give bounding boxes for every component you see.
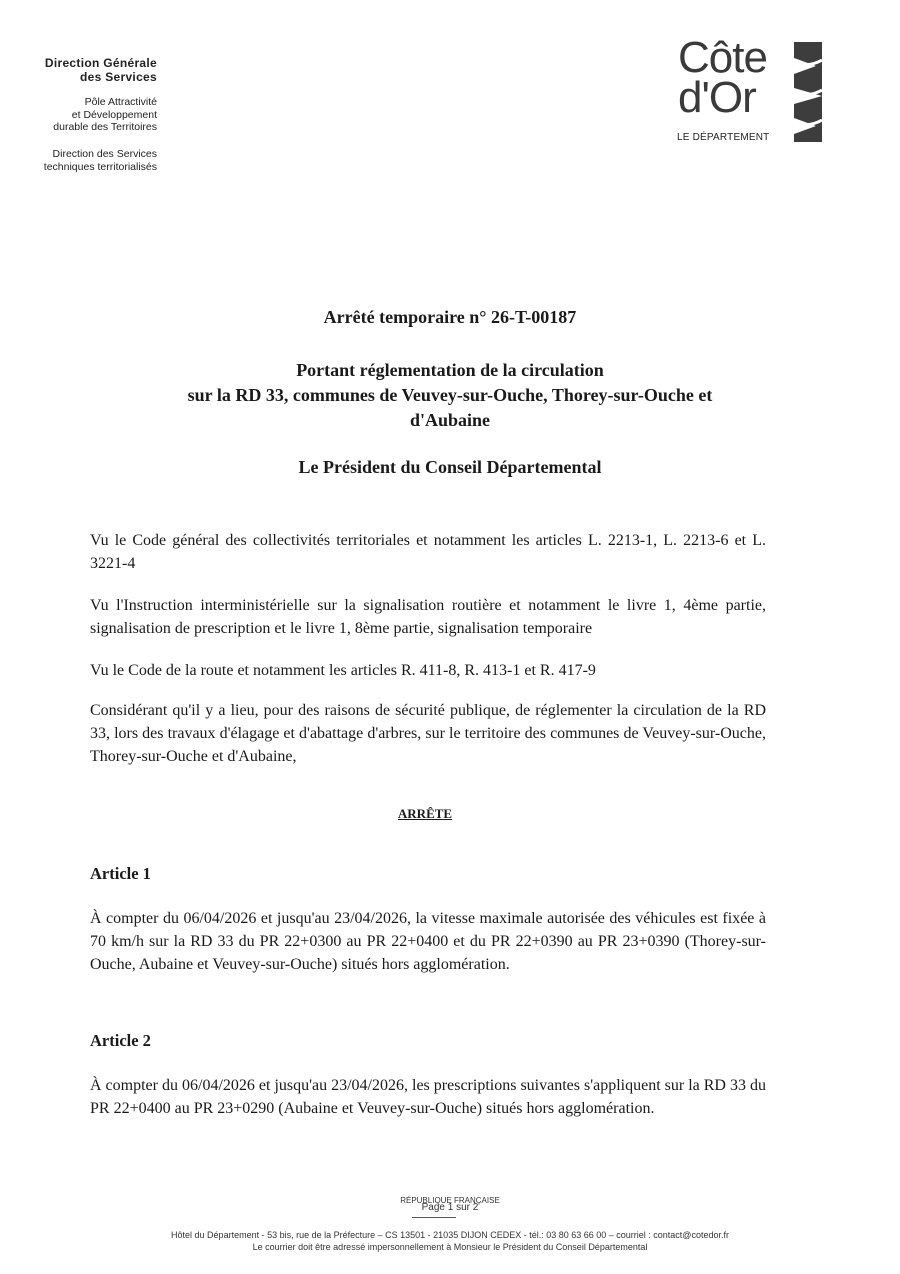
article-text: À compter du 06/04/2026 et jusqu'au 23/04/2026, la vitesse maximale autorisée des véhicules est fixée à 70 km/h sur la RD 33 du PR 22+0300 au PR 22+0400 et du PR 22+0390 au PR 23+0390 (Thorey-sur-Ouche, Aubaine et Veuvey-sur-Ouche) situés hors agglomération. bbox=[90, 910, 766, 973]
header-direction-services bbox=[20, 148, 157, 173]
authority-title: Le Président du Conseil Départemental bbox=[298, 457, 602, 477]
subject-line: Portant réglementation de la circulation bbox=[296, 360, 604, 380]
footer-address: Hôtel du Département - 53 bis, rue de la Préfecture – CS 13501 - 21035 DIJON CEDEX - tél.: 03 80 63 66 00 – courriel : contact@cotedor.fr bbox=[171, 1230, 729, 1240]
arrete-number: Arrêté temporaire n° 26-T-00187 bbox=[323, 307, 577, 327]
article-text: À compter du 06/04/2026 et jusqu'au 23/04/2026, les prescriptions suivantes s'appliquent sur la RD 33 du PR 22+0400 au PR 23+0290 (Aubaine et Veuvey-sur-Ouche) situés hors agglomération. bbox=[90, 1077, 766, 1117]
header-pole bbox=[20, 96, 157, 134]
header-line: et Développement bbox=[71, 108, 157, 121]
logo-mark-icon bbox=[794, 42, 822, 142]
consideration-paragraph: Considérant qu'il y a lieu, pour des raisons de sécurité publique, de réglementer la circulation de la RD 33, lors des travaux d'élagage et d'abattage d'arbres, sur le territoire des communes de Veuvey-sur-Ouche, Thorey-sur-Ouche et d'Aubaine, bbox=[90, 702, 766, 765]
arrete-heading: ARRÊTE bbox=[397, 806, 453, 821]
footer-republique: RÉPUBLIQUE FRANÇAISE bbox=[400, 1196, 500, 1205]
header-line: des Services bbox=[80, 70, 157, 84]
article-heading: Article 2 bbox=[90, 1031, 151, 1050]
header-line: Direction des Services bbox=[52, 148, 157, 160]
header-line: durable des Territoires bbox=[53, 121, 157, 133]
consideration-paragraph: Vu l'Instruction interministérielle sur la signalisation routière et notamment le livre 1, 4ème partie, signalisation de prescription et le livre 1, 8ème partie, signalisation temporaire bbox=[90, 597, 766, 637]
header-line: Direction Générale bbox=[44, 56, 157, 70]
header-direction-generale bbox=[20, 56, 157, 84]
subject-line: d'Aubaine bbox=[409, 410, 491, 430]
header-line: Pôle Attractivité bbox=[84, 96, 157, 108]
article-heading: Article 1 bbox=[90, 864, 151, 883]
footer-divider bbox=[412, 1217, 456, 1218]
cote-dor-logo bbox=[670, 33, 840, 148]
consideration-paragraph: Vu le Code de la route et notamment les articles R. 411-8, R. 413-1 et R. 417-9 bbox=[90, 662, 596, 679]
footer-page-number: Page 1 sur 2 bbox=[421, 1202, 479, 1213]
footer-notice: Le courrier doit être adressé impersonnellement à Monsieur le Président du Conseil Départemental bbox=[252, 1242, 648, 1252]
subject-line: sur la RD 33, communes de Veuvey-sur-Ouche, Thorey-sur-Ouche et bbox=[187, 385, 713, 405]
logo-wordmark: Côte d'Or bbox=[678, 33, 767, 122]
consideration-paragraph: Vu le Code général des collectivités territoriales et notamment les articles L. 2213-1, L. 2213-6 et L. 3221-4 bbox=[90, 532, 766, 572]
header-line: techniques territorialisés bbox=[43, 160, 157, 173]
logo-subtitle: LE DÉPARTEMENT bbox=[677, 132, 770, 143]
